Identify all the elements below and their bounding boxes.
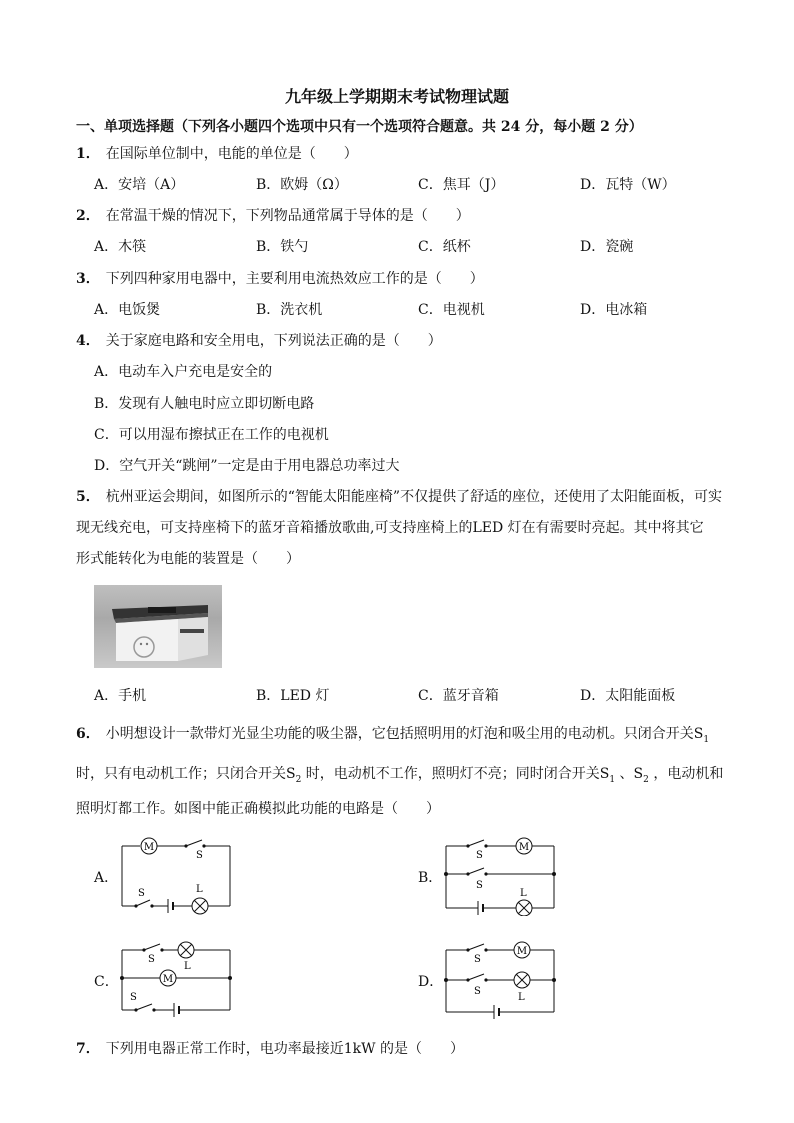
switch-label: S (138, 888, 145, 899)
text-segment: 时，只有电动机工作；只闭合开关S (76, 766, 296, 782)
circuit-d-label: D． (418, 974, 444, 990)
motor-symbol: M (516, 946, 528, 957)
question-number: 2． (76, 208, 100, 224)
circuit-diagram-b (442, 836, 562, 916)
question-4-stem (76, 332, 442, 350)
question-1-stem (76, 145, 358, 163)
circuit-diagram-a (118, 836, 238, 916)
question-number: 7． (76, 1041, 100, 1057)
question-text-line: 照明灯都工作。如图中能正确模拟此功能的电路是（ ） (76, 801, 440, 817)
motor-symbol: M (518, 842, 530, 853)
circuit-c-label: C． (94, 974, 119, 990)
question-text: 小明想设计一款带灯光显尘功能的吸尘器，它包括照明用的灯泡和吸尘用的电动机。只闭合开关S (105, 726, 704, 742)
switch-label: S (476, 850, 483, 861)
lamp-label: L (184, 961, 191, 972)
question-2-stem (76, 207, 470, 225)
option: A．木筷 (94, 239, 147, 255)
question-6-stem (76, 725, 709, 749)
option: C．焦耳（J） (418, 177, 505, 193)
lamp-label: L (196, 884, 203, 895)
text-segment: 、S (615, 766, 644, 782)
option: D．瓦特（W） (580, 177, 676, 193)
switch-label: S (148, 954, 155, 965)
lamp-label: L (518, 992, 525, 1003)
question-text: 在常温干燥的情况下，下列物品通常属于导体的是（ ） (105, 208, 470, 224)
switch-label: S (130, 992, 137, 1003)
question-number: 5． (76, 489, 100, 505)
option: A．电饭煲 (94, 302, 161, 318)
option: B．洗衣机 (256, 302, 323, 318)
question-number: 1． (76, 146, 100, 162)
question-text-line: 形式能转化为电能的装置是（ ） (76, 551, 300, 567)
lamp-label: L (520, 888, 527, 899)
question-text: 关于家庭电路和安全用电，下列说法正确的是（ ） (105, 333, 442, 349)
option: B．欧姆（Ω） (256, 177, 348, 193)
question-text-line: 现无线充电，可支持座椅下的蓝牙音箱播放歌曲,可支持座椅上的LED 灯在有需要时亮起。其中将其它 (76, 520, 704, 536)
switch-label: S (196, 850, 203, 861)
switch-label: S (476, 880, 483, 891)
option: B．发现有人触电时应立即切断电路 (94, 396, 315, 412)
text-segment: ，电动机和 (648, 766, 724, 782)
question-text: 的是（ ） (375, 1041, 464, 1057)
circuit-a-label: A． (94, 870, 119, 886)
question-text: 杭州亚运会期间，如图所示的“智能太阳能座椅”不仅提供了舒适的座位，还使用了太阳能面板，可实 (105, 489, 723, 505)
option: C．纸杯 (418, 239, 471, 255)
option: B．LED 灯 (256, 688, 330, 704)
option: A．电动车入户充电是安全的 (94, 364, 273, 380)
circuit-diagram-d (442, 938, 562, 1022)
question-text: 下列四种家用电器中，主要利用电流热效应工作的是（ ） (105, 271, 484, 287)
motor-symbol: M (162, 974, 174, 985)
subscript: 1 (703, 734, 710, 745)
option: C．电视机 (418, 302, 485, 318)
switch-label: S (474, 986, 481, 997)
option: C．可以用湿布擦拭正在工作的电视机 (94, 427, 329, 443)
subscript: 2 (295, 774, 302, 785)
option: C．蓝牙音箱 (418, 688, 499, 704)
text-segment: 时，电动机不工作，照明灯不亮；同时闭合开关S (301, 766, 610, 782)
question-number: 4． (76, 333, 100, 349)
section-heading: 一、单项选择题（下列各小题四个选项中只有一个选项符合题意。共 24 分，每小题 2 分） (76, 119, 643, 135)
question-number: 6． (76, 726, 100, 742)
question-7-stem (76, 1040, 464, 1058)
question-number: 3． (76, 271, 100, 287)
switch-label: S (474, 954, 481, 965)
option: A．安培（A） (94, 177, 185, 193)
option: A．手机 (94, 688, 147, 704)
option: B．铁勺 (256, 239, 309, 255)
question-5-stem (76, 488, 722, 506)
page-title: 九年级上学期期末考试物理试题 (284, 87, 509, 106)
option: D．空气开关“跳闸”一定是由于用电器总功率过大 (94, 458, 400, 474)
motor-symbol: M (143, 842, 155, 853)
option: D．瓷碗 (580, 239, 634, 255)
question-text: 在国际单位制中，电能的单位是（ ） (105, 146, 358, 162)
circuit-diagram-c (118, 938, 238, 1020)
unit-text: 1kW (343, 1041, 376, 1057)
option: D．电冰箱 (580, 302, 648, 318)
option: D．太阳能面板 (580, 688, 676, 704)
question-3-stem (76, 270, 484, 288)
solar-bench-photo (94, 585, 222, 668)
subscript: 1 (609, 774, 616, 785)
circuit-b-label: B． (418, 870, 443, 886)
subscript: 2 (643, 774, 649, 785)
question-text-line (76, 765, 723, 789)
question-text: 下列用电器正常工作时，电功率最接近 (105, 1041, 344, 1057)
